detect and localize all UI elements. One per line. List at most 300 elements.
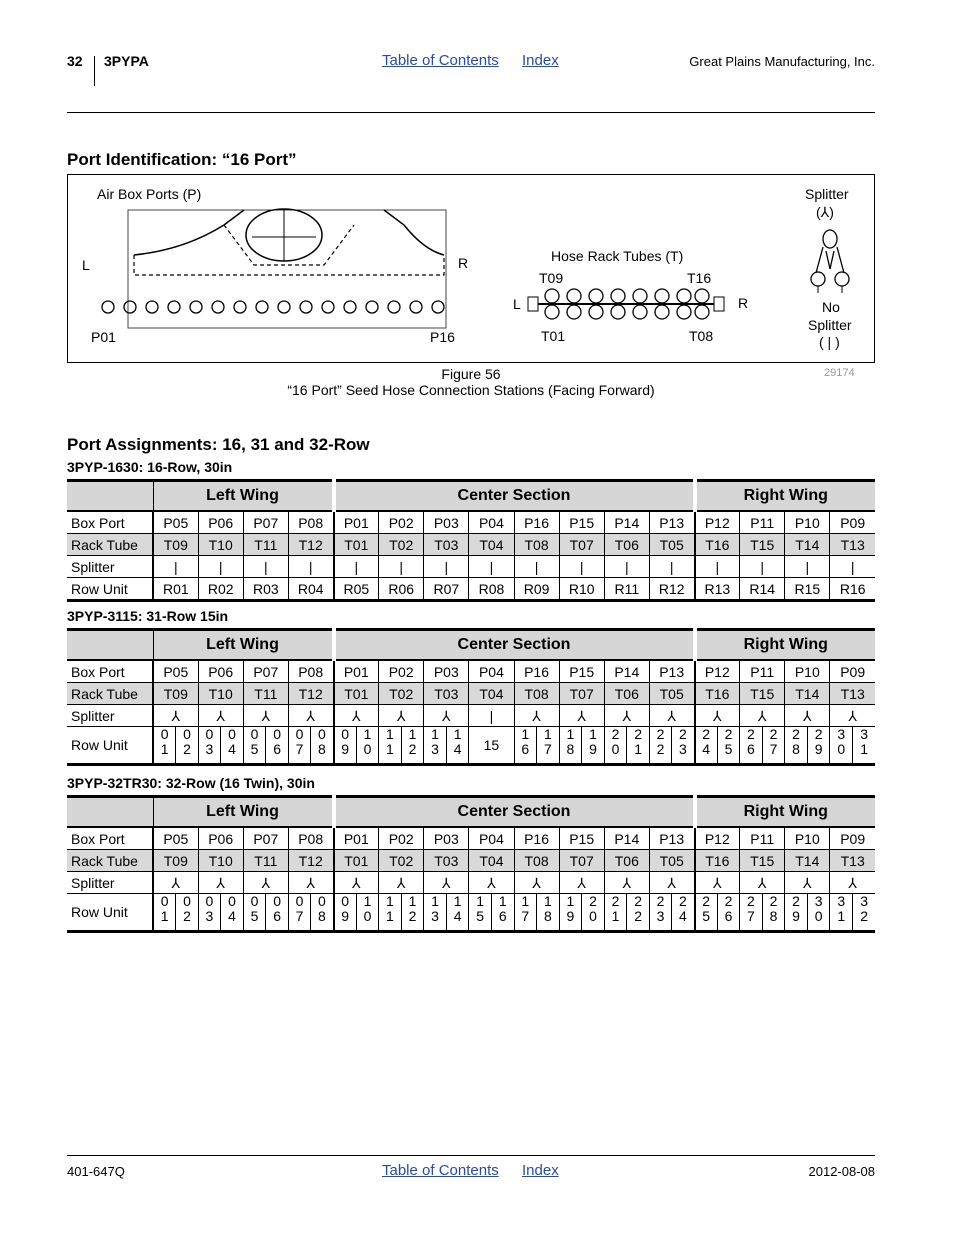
row-unit-digit: 1 [386,726,394,742]
row-unit-number [650,727,671,763]
row-unit-digit: 3 [656,908,665,924]
row-unit-number [310,894,332,930]
row-label: Box Port [67,660,153,683]
row-unit-digit: 0 [295,726,304,742]
row-unit-number [696,727,717,763]
row-unit-digit: 2 [634,893,642,909]
row-unit-number [379,727,401,763]
row-unit-digit: 2 [656,741,665,757]
model-name: 3PYPA [104,53,149,69]
splitter-cell: ⅄ [559,705,604,727]
row-unit-digit: 2 [814,726,823,742]
row-unit-cell: R06 [379,578,424,601]
row-unit-number [762,727,785,763]
box-port-cell: P01 [334,827,379,850]
row-unit-cell [153,727,198,765]
row-unit-number [265,894,288,930]
row-unit-digit: 3 [814,893,823,909]
box-port-cell: P02 [379,511,424,534]
row-unit-digit: 2 [792,893,800,909]
splitter-cell: ⅄ [153,872,198,894]
rack-tube-cell: T16 [695,534,740,556]
row-unit-digit: 8 [566,741,575,757]
group-header: Left Wing [153,481,334,512]
row-unit-digit: 0 [228,893,236,909]
rack-tube-cell: T10 [198,850,243,872]
splitter-cell: | [514,556,559,578]
row-unit-digit: 0 [228,726,236,742]
row-unit-digit: 0 [363,908,372,924]
row-label: Box Port [67,511,153,534]
row-unit-number [581,727,604,763]
splitter-cell: ⅄ [424,705,469,727]
row-unit-digit: 2 [183,741,191,757]
row-unit-digit: 5 [476,908,485,924]
row-unit-digit: 1 [160,741,169,757]
rack-tube-cell: T08 [514,683,559,705]
rack-tube-cell: T11 [243,534,288,556]
splitter-cell: | [243,556,288,578]
group-header: Right Wing [695,797,876,828]
row-unit-digit: 2 [702,726,711,742]
rack-tube-cell: T06 [604,683,649,705]
box-port-cell: P06 [198,827,243,850]
row-unit-digit: 0 [205,893,214,909]
row-unit-digit: 0 [341,893,350,909]
row-unit-number [560,727,582,763]
row-unit-digit: 3 [837,726,846,742]
rack-tube-cell: T13 [830,534,875,556]
splitter-cell: ⅄ [514,705,559,727]
splitter-cell: ⅄ [604,705,649,727]
box-port-cell: P04 [469,511,514,534]
row-unit-digit: 2 [634,908,642,924]
row-unit-number [762,894,785,930]
box-port-cell: P03 [424,511,469,534]
row-unit-digit: 9 [589,741,597,757]
rack-tube-cell: T02 [379,850,424,872]
splitter-cell: | [334,556,379,578]
row-unit-digit: 2 [589,893,597,909]
group-header: Center Section [334,797,695,828]
row-unit-digit: 4 [678,908,687,924]
row-unit-cell [514,894,559,932]
splitter-cell: | [695,556,740,578]
box-port-cell: P04 [469,827,514,850]
company-name: Great Plains Manufacturing, Inc. [689,54,875,69]
rack-tube-cell: T01 [334,850,379,872]
row-unit-digit: 6 [273,908,281,924]
box-port-cell: P15 [559,660,604,683]
row-unit-number [807,894,830,930]
rack-tube-cell: T10 [198,683,243,705]
row-unit-number [424,894,446,930]
doc-number: 401-647Q [67,1164,125,1179]
row-unit-number [536,894,559,930]
splitter-cell: | [198,556,243,578]
row-unit-digit: 5 [250,908,259,924]
row-unit-cell: R01 [153,578,198,601]
group-header: Left Wing [153,630,334,661]
row-unit-digit: 3 [431,908,439,924]
row-unit-number [852,727,875,763]
row-unit-cell: R03 [243,578,288,601]
row-unit-cell [559,894,604,932]
row-unit-number [560,894,582,930]
row-unit-number [244,727,266,763]
splitter-cell: ⅄ [243,872,288,894]
row-unit-digit: 4 [228,741,236,757]
row-unit-number [335,894,356,930]
row-unit-digit: 6 [273,741,281,757]
row-unit-cell [514,727,559,765]
row-unit-cell [424,727,469,765]
row-unit-digit: 1 [453,893,462,909]
row-unit-digit: 9 [566,908,575,924]
splitter-cell: ⅄ [198,872,243,894]
figure-number: Figure 56 [441,366,501,382]
row-unit-digit: 7 [747,908,755,924]
box-port-cell: P10 [785,511,830,534]
rack-tube-cell: T07 [559,850,604,872]
row-unit-number [446,727,469,763]
row-unit-digit: 3 [678,741,687,757]
row-unit-digit: 3 [205,908,214,924]
row-unit-digit: 2 [611,893,620,909]
row-unit-digit: 1 [543,726,552,742]
box-port-cell: P14 [604,511,649,534]
rack-tube-cell: T03 [424,683,469,705]
row-unit-digit: 2 [656,726,665,742]
row-unit-digit: 0 [295,893,304,909]
box-port-cell: P13 [649,511,694,534]
port-last-label: P16 [430,329,455,345]
box-port-cell: P14 [604,660,649,683]
row-unit-digit: 2 [769,726,778,742]
box-port-cell: P11 [740,827,785,850]
row-unit-cell [830,727,875,765]
row-unit-digit: 1 [498,893,507,909]
rack-tube-cell: T14 [785,534,830,556]
splitter-cell: ⅄ [830,872,875,894]
row-unit-cell [785,894,830,932]
row-unit-digit: 7 [769,741,778,757]
row-unit-digit: 7 [543,741,552,757]
t08-label: T08 [689,328,714,344]
row-unit-digit: 8 [317,741,326,757]
row-unit-number [671,727,693,763]
rack-tube-cell: T14 [785,683,830,705]
row-unit-number [379,894,401,930]
row-unit-number [289,727,310,763]
row-unit-digit: 0 [837,741,846,757]
row-unit-cell [559,727,604,765]
row-label: Rack Tube [67,683,153,705]
row-unit-number [401,727,424,763]
air-box-ports [100,299,454,315]
row-unit-digit: 6 [747,741,755,757]
splitter-cell: ⅄ [334,872,379,894]
row-unit-digit: 2 [724,893,733,909]
footer-index-link[interactable]: Index [522,1162,559,1179]
row-unit-digit: 5 [724,741,733,757]
row-unit-number [717,894,739,930]
rack-tube-cell: T03 [424,850,469,872]
rack-tube-cell: T15 [740,850,785,872]
row-unit-digit: 3 [860,893,868,909]
row-unit-digit: 8 [769,908,778,924]
row-unit-digit: 3 [860,726,868,742]
box-port-cell: P08 [288,660,333,683]
row-unit-digit: 0 [589,908,597,924]
row-unit-number [154,894,175,930]
row-unit-cell: 15 [469,727,514,765]
splitter-cell: ⅄ [153,705,198,727]
box-port-cell: P12 [695,827,740,850]
splitter-cell: | [379,556,424,578]
row-unit-digit: 2 [634,726,642,742]
box-port-cell: P05 [153,827,198,850]
row-unit-digit: 6 [498,908,507,924]
row-unit-number [220,727,243,763]
index-link[interactable]: Index [522,52,559,69]
row-unit-number [785,894,807,930]
air-box-right-label: R [458,255,469,271]
rack-tube-cell: T04 [469,534,514,556]
row-unit-digit: 6 [521,741,530,757]
row-label: Box Port [67,827,153,850]
splitter-cell: | [604,556,649,578]
figure-box [67,174,875,363]
row-unit-number [515,727,537,763]
row-unit-cell [198,727,243,765]
row-unit-cell: R09 [514,578,559,601]
row-unit-digit: 9 [814,741,823,757]
rack-tube-cell: T16 [695,683,740,705]
row-unit-cell: R07 [424,578,469,601]
rack-tube-cell: T10 [198,534,243,556]
row-unit-number [515,894,537,930]
box-port-cell: P02 [379,660,424,683]
row-unit-cell: R15 [785,578,830,601]
box-port-cell: P03 [424,660,469,683]
row-unit-digit: 1 [566,893,575,909]
row-unit-digit: 1 [408,726,417,742]
row-unit-cell [740,727,785,765]
section-title: Port Identification: “16 Port” [67,150,297,169]
row-unit-digit: 2 [792,726,800,742]
group-header: Center Section [334,630,695,661]
box-port-cell: P10 [785,827,830,850]
row-unit-digit: 0 [814,908,823,924]
row-unit-number [310,727,332,763]
row-unit-digit: 8 [543,908,552,924]
row-unit-cell [288,894,333,932]
box-port-cell: P05 [153,660,198,683]
row-unit-digit: 3 [205,741,214,757]
box-port-cell: P16 [514,511,559,534]
row-unit-digit: 2 [611,726,620,742]
row-unit-digit: 1 [860,741,868,757]
rack-left-label: L [513,296,521,312]
splitter-cell: ⅄ [469,872,514,894]
air-box-diagram [94,205,454,335]
row-unit-digit: 1 [837,908,846,924]
rack-tube-cell: T04 [469,683,514,705]
row-unit-digit: 1 [363,893,372,909]
row-unit-digit: 4 [453,908,462,924]
row-unit-cell [243,894,288,932]
rack-tube-cell: T05 [649,534,694,556]
rack-tube-cell: T02 [379,534,424,556]
splitter-cell: ⅄ [198,705,243,727]
row-unit-cell: R08 [469,578,514,601]
row-unit-number [807,727,830,763]
rack-tube-cell: T12 [288,534,333,556]
row-unit-number [335,727,356,763]
row-unit-digit: 0 [341,726,350,742]
row-unit-digit: 9 [341,741,350,757]
splitter-cell: ⅄ [785,705,830,727]
table-corner [67,481,153,512]
toc-link[interactable]: Table of Contents [382,52,499,69]
row-unit-digit: 7 [521,908,530,924]
row-unit-cell [740,894,785,932]
row-label: Rack Tube [67,534,153,556]
row-unit-digit: 7 [295,908,304,924]
page-number: 32 [67,53,83,69]
splitter-cell: ⅄ [243,705,288,727]
row-unit-number [605,727,627,763]
box-port-cell: P09 [830,827,875,850]
header-rule [67,112,875,113]
row-unit-digit: 1 [543,893,552,909]
air-box-label: Air Box Ports (P) [97,186,202,202]
row-unit-number [356,894,378,930]
row-unit-cell [469,894,514,932]
table1-title: 3PYP-1630: 16-Row, 30in [67,459,233,475]
row-unit-cell [695,727,740,765]
row-unit-digit: 2 [747,726,755,742]
splitter-icon [808,229,852,295]
figure-ref-number: 29174 [824,367,855,379]
row-unit-number [265,727,288,763]
row-unit-cell [649,894,694,932]
group-header: Right Wing [695,481,876,512]
row-unit-digit: 4 [702,741,711,757]
rack-tube-cell: T13 [830,850,875,872]
box-port-cell: P12 [695,511,740,534]
splitter-cell: ⅄ [288,872,333,894]
rack-tube-cell: T08 [514,850,559,872]
row-label: Splitter [67,556,153,578]
row-unit-number [469,894,491,930]
row-unit-number [175,894,197,930]
row-unit-digit: 1 [386,741,394,757]
port-first-label: P01 [91,329,116,345]
splitter-cell: | [469,705,514,727]
row-label: Rack Tube [67,850,153,872]
assign-title: Port Assignments: 16, 31 and 32-Row [67,435,370,454]
row-unit-cell [379,894,424,932]
box-port-cell: P07 [243,827,288,850]
row-unit-number [740,894,762,930]
row-unit-digit: 1 [386,893,394,909]
row-unit-cell: R05 [334,578,379,601]
splitter-cell: ⅄ [514,872,559,894]
table-32-row [67,795,875,933]
box-port-cell: P01 [334,660,379,683]
box-port-cell: P14 [604,827,649,850]
rack-tube-cell: T03 [424,534,469,556]
rack-tube-cell: T07 [559,534,604,556]
footer-toc-link[interactable]: Table of Contents [382,1162,499,1179]
box-port-cell: P06 [198,660,243,683]
row-unit-cell [198,894,243,932]
row-unit-cell: R10 [559,578,604,601]
row-unit-cell [334,894,379,932]
rack-tube-cell: T05 [649,683,694,705]
table-corner [67,797,153,828]
row-unit-digit: 6 [724,908,733,924]
rack-tube-cell: T11 [243,850,288,872]
t16-label: T16 [687,270,712,286]
row-unit-digit: 2 [183,908,191,924]
box-port-cell: P08 [288,511,333,534]
splitter-cell: ⅄ [830,705,875,727]
row-unit-cell: R16 [830,578,875,601]
row-unit-number [446,894,469,930]
row-unit-digit: 1 [521,726,530,742]
row-unit-number [671,894,693,930]
row-unit-digit: 0 [250,726,259,742]
box-port-cell: P05 [153,511,198,534]
row-unit-cell [243,727,288,765]
row-unit-number [785,727,807,763]
splitter-cell: ⅄ [785,872,830,894]
splitter-cell: | [740,556,785,578]
row-unit-digit: 2 [702,893,711,909]
row-unit-cell [379,727,424,765]
hose-rack-diagram [526,287,726,321]
figure-caption: “16 Port” Seed Hose Connection Stations (Facing Forward) [287,382,655,398]
row-unit-cell [153,894,198,932]
table-16-row [67,479,875,602]
row-unit-digit: 1 [589,726,597,742]
row-unit-digit: 8 [792,741,800,757]
row-unit-digit: 2 [678,893,687,909]
row-unit-cell [604,727,649,765]
row-unit-number [199,894,221,930]
row-unit-cell: R12 [649,578,694,601]
group-header: Center Section [334,481,695,512]
hose-rack-label: Hose Rack Tubes (T) [551,248,684,264]
row-unit-digit: 1 [386,908,394,924]
row-unit-digit: 1 [521,893,530,909]
splitter-cell: | [469,556,514,578]
row-unit-digit: 0 [363,741,372,757]
table-corner [67,630,153,661]
row-unit-digit: 4 [453,741,462,757]
splitter-cell: ⅄ [695,872,740,894]
splitter-symbol: (⅄) [816,204,834,220]
splitter-cell: ⅄ [288,705,333,727]
row-label: Row Unit [67,894,153,932]
row-unit-number [830,727,852,763]
rack-tube-cell: T01 [334,534,379,556]
box-port-cell: P16 [514,660,559,683]
row-unit-number [626,894,649,930]
